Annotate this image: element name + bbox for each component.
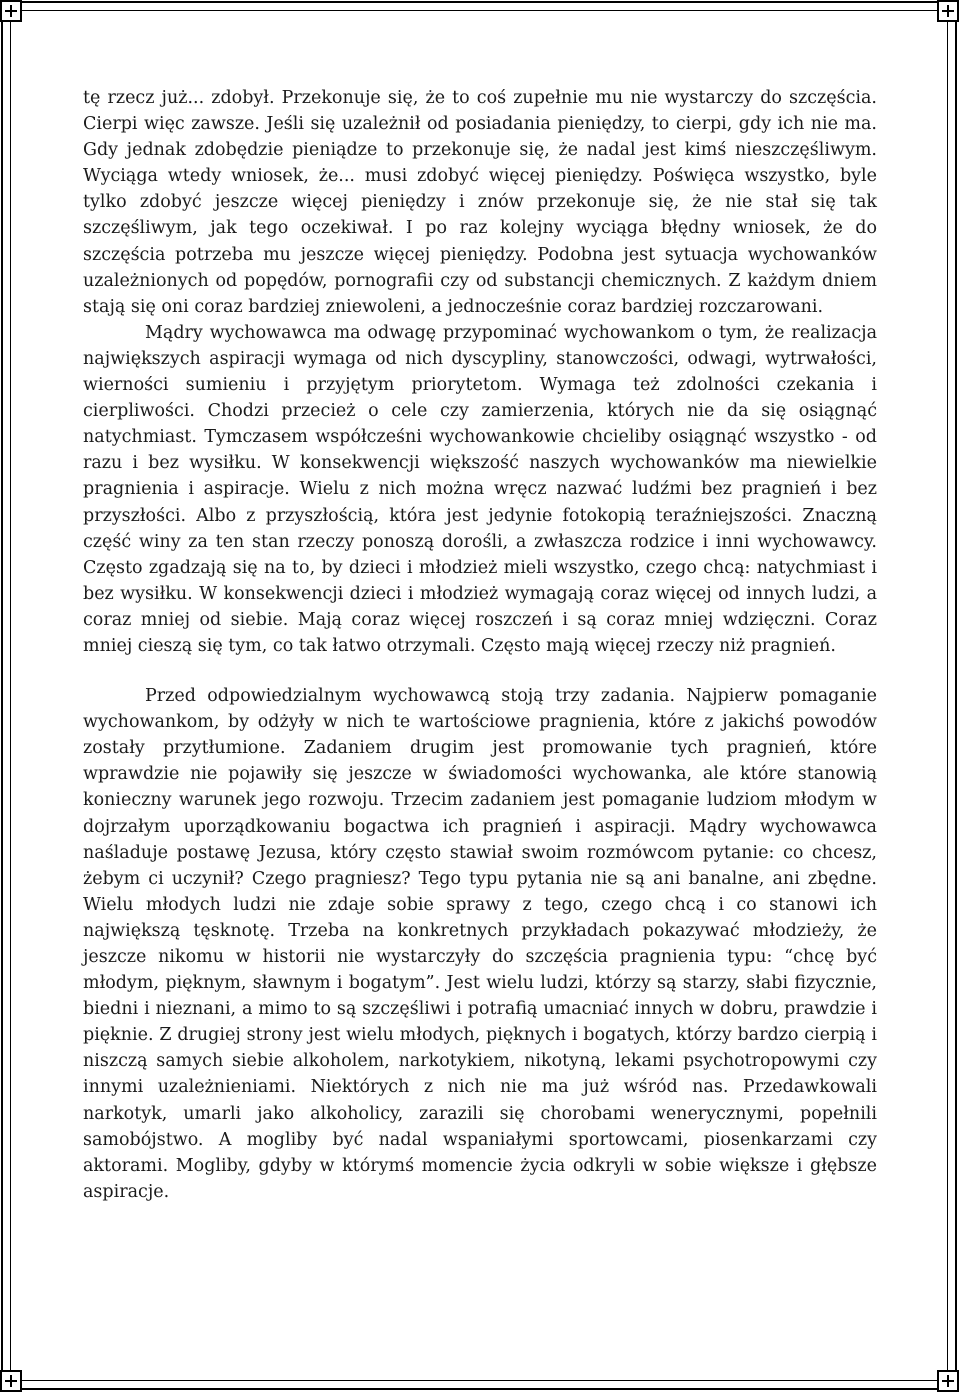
document-body [83, 85, 877, 1205]
corner-ornament-bottom-left [0, 1370, 22, 1392]
corner-ornament-top-right [937, 0, 959, 22]
corner-ornament-top-left [0, 0, 22, 22]
paragraph-2: Mądry wychowawca ma odwagę przypominać wychowankom o tym, że realizacja największych aspiracji wymaga od nich dyscypliny, stanowczości, odwagi, wytrwałości, wierności sumieniu i przyjętym priorytetom. Wymaga też zdolności czekania i cierpliwości. Chodzi przecież o cele czy zamierzenia, których nie da się osiągnąć natychmiast. Tymczasem współcześni wychowankowie chcieliby osiągnąć wszystko - od razu i bez wysiłku. W konsekwencji większość naszych wychowanków ma niewielkie pragnienia i aspiracje. Wielu z nich można wręcz nazwać ludźmi bez pragnień i bez przyszłości. Albo z przyszłością, która jest jedynie fotokopią teraźniejszości. Znaczną część winy za ten stan rzeczy ponoszą dorośli, a zwłaszcza rodzice i inni wychowawcy. Często zgadzają się na to, by dzieci i młodzież mieli wszystko, czego chcą: natychmiast i bez wysiłku. W konsekwencji dzieci i młodzież wymagają coraz więcej od innych ludzi, a coraz mniej od siebie. Mają coraz więcej roszczeń i są coraz mniej wdzięczni. Coraz mniej cieszą się tym, co tak łatwo otrzymali. Często mają więcej rzeczy niż pragnień. [83, 322, 877, 656]
paragraph-1: tę rzecz już... zdobył. Przekonuje się, że to coś zupełnie mu nie wystarczy do szczęścia. Cierpi więc zawsze. Jeśli się uzależnił od posiadania pieniędzy, to cierpi, gdy ich nie ma. Gdy jednak zdobędzie pieniądze to przekonuje się, że nadal jest kimś nieszczęśliwym. Wyciąga wtedy wniosek, że... musi zdobyć więcej pieniędzy. Poświęca wszystko, byle tylko zdobyć jeszcze więcej pieniędzy i znów przekonuje się, że nie stał się tak szczęśliwym, jak tego oczekiwał. I po raz kolejny wyciąga błędny wniosek, że do szczęścia potrzeba mu jeszcze więcej pieniędzy. Podobna jest sytuacja wychowanków uzależnionych od popędów, pornografii czy od substancji chemicznych. Z każdym dniem stają się oni coraz bardziej zniewoleni, a jednocześnie coraz bardziej rozczarowani. [83, 88, 877, 317]
corner-ornament-bottom-right [937, 1370, 959, 1392]
paragraph-3: Przed odpowiedzialnym wychowawcą stoją trzy zadania. Najpierw pomaganie wychowankom, by odżyły w nich te wartościowe pragnienia, które z jakichś powodów zostały przytłumione. Zadaniem drugim jest promowanie tych pragnień, które wprawdzie nie pojawiły się jeszcze w świadomości wychowanka, ale które stanowią konieczny warunek jego rozwoju. Trzecim zadaniem jest pomaganie ludziom młodym w dojrzałym uporządkowaniu bogactwa ich pragnień i aspiracji. Mądry wychowawca naśladuje postawę Jezusa, który często stawiał swoim rozmówcom pytanie: co chcesz, żebym ci uczynił? Czego pragniesz? Tego typu pytania nie są ani banalne, ani zbędne. Wielu młodych ludzi nie zdaje sobie sprawy z tego, czego chcą i co stanowi ich największą tęsknotę. Trzeba na konkretnych przykładach pokazywać młodzieży, że jeszcze nikomu w historii nie wystarczyły do szczęścia pragnienia typu: “chcę być młodym, pięknym, sławnym i bogatym”. Jest wielu ludzi, którzy są starzy, słabi fizycznie, biedni i nieznani, a mimo to są szczęśliwi i potrafią umacniać innych w dobru, prawdzie i pięknie. Z drugiej strony jest wielu młodych, pięknych i bogatych, którzy bardzo cierpią i niszczą samych siebie alkoholem, narkotykiem, nikotyną, lekami psychotropowymi czy innymi uzależnieniami. Niektórych z nich nie ma już wśród nas. Przedawkowali narkotyk, umarli jako alkoholicy, zarazili się chorobami wenerycznymi, popełnili samobójstwo. A mogliby być nadal wspaniałymi sportowcami, piosenkarzami czy aktorami. Mogliby, gdyby w którymś momencie życia odkryli w sobie większe i głębsze aspiracje. [83, 686, 877, 1202]
